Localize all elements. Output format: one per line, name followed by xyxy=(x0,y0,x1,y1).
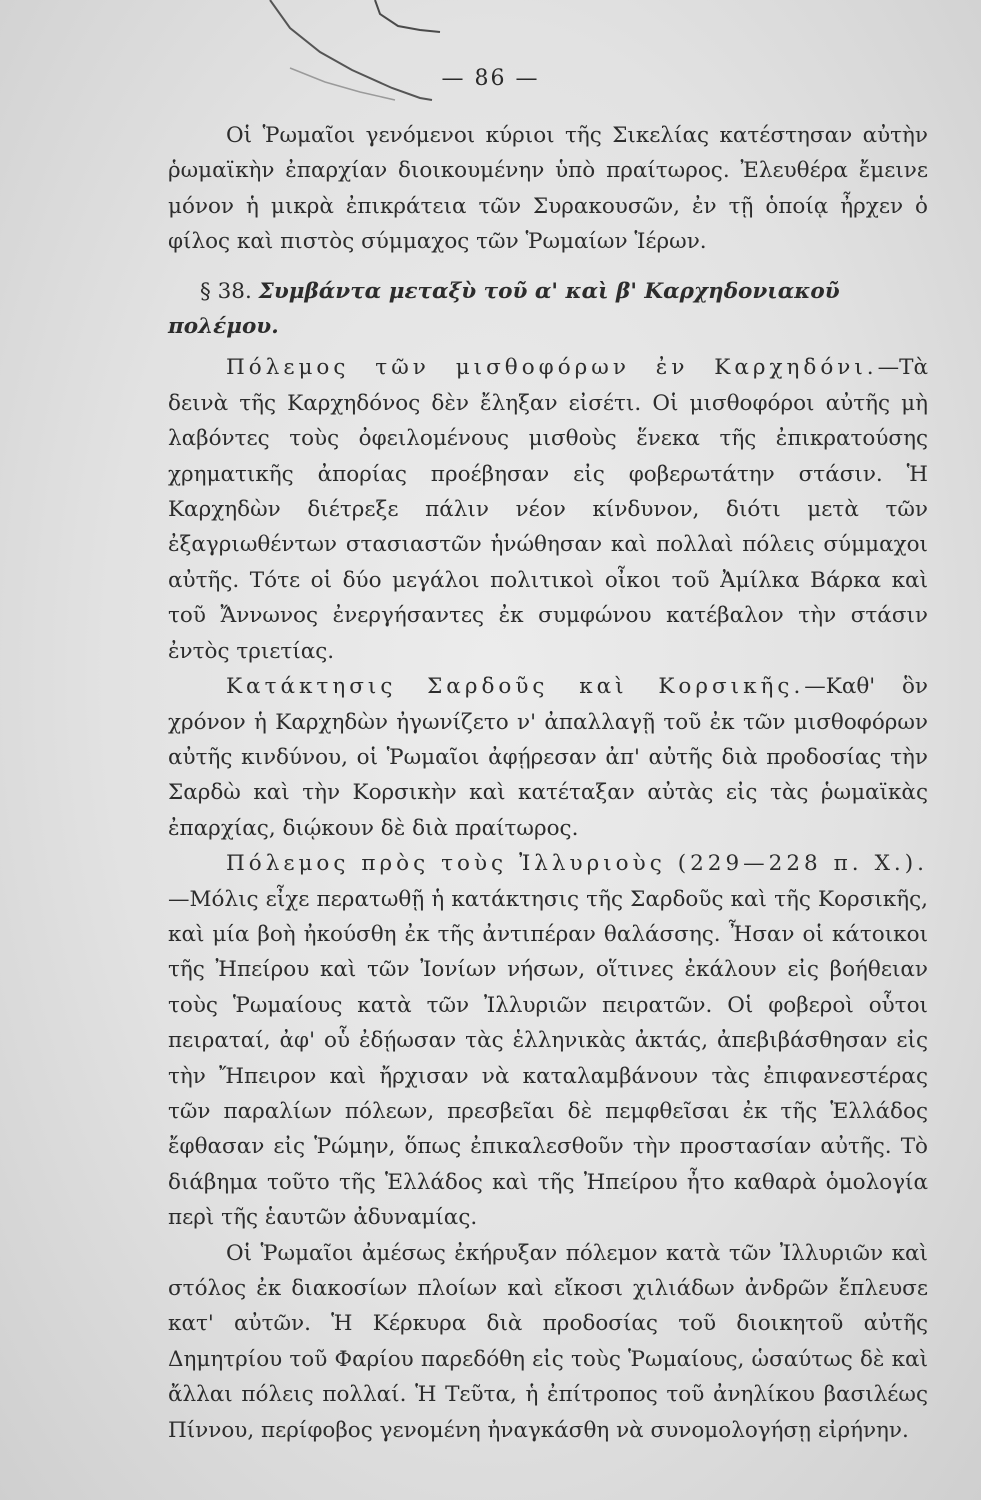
torn-corner-mark xyxy=(0,0,460,110)
subsection-heading: Πόλεμος τῶν μισθοφόρων ἐν Καρχηδόνι. xyxy=(226,355,878,381)
subsection-paragraph xyxy=(168,669,928,846)
subsection-heading: Κατάκτησις Σαρδοῦς καὶ Κορσικῆς. xyxy=(226,674,805,700)
section-title: Συμβάντα μεταξὺ τοῦ α' καὶ β' Καρχηδονιακοῦ πολέμου. xyxy=(168,278,840,340)
section-number: § 38. xyxy=(200,278,252,304)
subsection-text: —Τὰ δεινὰ τῆς Καρχηδόνος δὲν ἔληξαν εἰσέτι. Οἱ μισθοφόροι αὐτῆς μὴ λαβόντες τοὺς ὀφειλομένους μισθοὺς ἕνεκα τῆς ἐπικρατούσης χρηματικῆς ἀπορίας προέβησαν εἰς φοβερωτάτην στάσιν. Ἡ Καρχηδὼν διέτρεξε πάλιν νέον κίνδυνον, διότι μετὰ τῶν ἐξαγριωθέντων στασιαστῶν ἡνώθησαν καὶ πολλαὶ πόλεις σύμμαχοι αὐτῆς. Τότε οἱ δύο μεγάλοι πολιτικοὶ οἶκοι τοῦ Ἀμίλκα Βάρκα καὶ τοῦ Ἄννωνος ἐνεργήσαντες ἐκ συμφώνου κατέβαλον τὴν στάσιν ἐντὸς τριετίας. xyxy=(168,355,928,664)
subsection-heading: Πόλεμος πρὸς τοὺς Ἰλλυριοὺς (229—228 π. Χ.). xyxy=(226,851,928,877)
subsection-paragraph xyxy=(168,350,928,669)
page-number: — 86 — xyxy=(441,66,540,91)
subsection-text: —Καθ' ὃν χρόνον ἡ Καρχηδὼν ἠγωνίζετο ν' ἀπαλλαγῇ τοῦ ἐκ τῶν μισθοφόρων αὐτῆς κινδύνου, οἱ Ῥωμαῖοι ἀφῄρεσαν ἀπ' αὐτῆς διὰ προδοσίας τὴν Σαρδὼ καὶ τὴν Κορσικὴν καὶ κατέταξαν αὐτὰς εἰς τὰς ῥωμαϊκὰς ἐπαρχίας, διῴκουν δὲ διὰ πραίτωρος. xyxy=(168,674,928,841)
subsection-text: —Μόλις εἶχε περατωθῇ ἡ κατάκτησις τῆς Σαρδοῦς καὶ τῆς Κορσικῆς, καὶ μία βοὴ ἠκούσθη ἐκ τῆς ἀντιπέραν θαλάσσης. Ἦσαν οἱ κάτοικοι τῆς Ἠπείρου καὶ τῶν Ἰονίων νήσων, οἵτινες ἐκάλουν εἰς βοήθειαν τοὺς Ῥωμαίους κατὰ τῶν Ἰλλυριῶν πειρατῶν. Οἱ φοβεροὶ οὗτοι πειραταί, ἀφ' οὗ ἐδῄωσαν τὰς ἑλληνικὰς ἀκτάς, ἀπεβιβάσθησαν εἰς τὴν Ἤπειρον καὶ ἤρχισαν νὰ καταλαμβάνουν τὰς ἐπιφανεστέρας τῶν παραλίων πόλεων, πρεσβεῖαι δὲ πεμφθεῖσαι ἐκ τῆς Ἑλλάδος ἔφθασαν εἰς Ῥώμην, ὅπως ἐπικαλεσθοῦν τὴν προστασίαν αὐτῆς. Τὸ διάβημα τοῦτο τῆς Ἑλλάδος καὶ τῆς Ἠπείρου ἦτο καθαρὰ ὁμολογία περὶ τῆς ἑαυτῶν ἀδυναμίας. xyxy=(168,886,928,1231)
paragraph: Οἱ Ῥωμαῖοι γενόμενοι κύριοι τῆς Σικελίας κατέστησαν αὐτὴν ῥωμαϊκὴν ἐπαρχίαν διοικουμένην ὑπὸ πραίτωρος. Ἐλευθέρα ἔμεινε μόνον ἡ μικρὰ ἐπικράτεια τῶν Συρακουσῶν, ἐν τῇ ὁποίᾳ ἦρχεν ὁ φίλος καὶ πιστὸς σύμμαχος τῶν Ῥωμαίων Ἱέρων. xyxy=(168,123,928,255)
subsection-paragraph xyxy=(168,846,928,1235)
section-heading xyxy=(168,274,928,345)
page-text xyxy=(168,118,928,1448)
paragraph: Οἱ Ῥωμαῖοι ἀμέσως ἐκήρυξαν πόλεμον κατὰ τῶν Ἰλλυριῶν καὶ στόλος ἐκ διακοσίων πλοίων καὶ εἴκοσι χιλιάδων ἀνδρῶν ἔπλευσε κατ' αὐτῶν. Ἡ Κέρκυρα διὰ προδοσίας τοῦ διοικητοῦ αὐτῆς Δημητρίου τοῦ Φαρίου παρεδόθη εἰς τοὺς Ῥωμαίους, ὡσαύτως δὲ καὶ ἄλλαι πόλεις πολλαί. Ἡ Τεῦτα, ἡ ἐπίτροπος τοῦ ἀνηλίκου βασιλέως Πίννου, περίφοβος γενομένη ἠναγκάσθη νὰ συνομολογήσῃ εἰρήνην. xyxy=(168,1240,928,1443)
